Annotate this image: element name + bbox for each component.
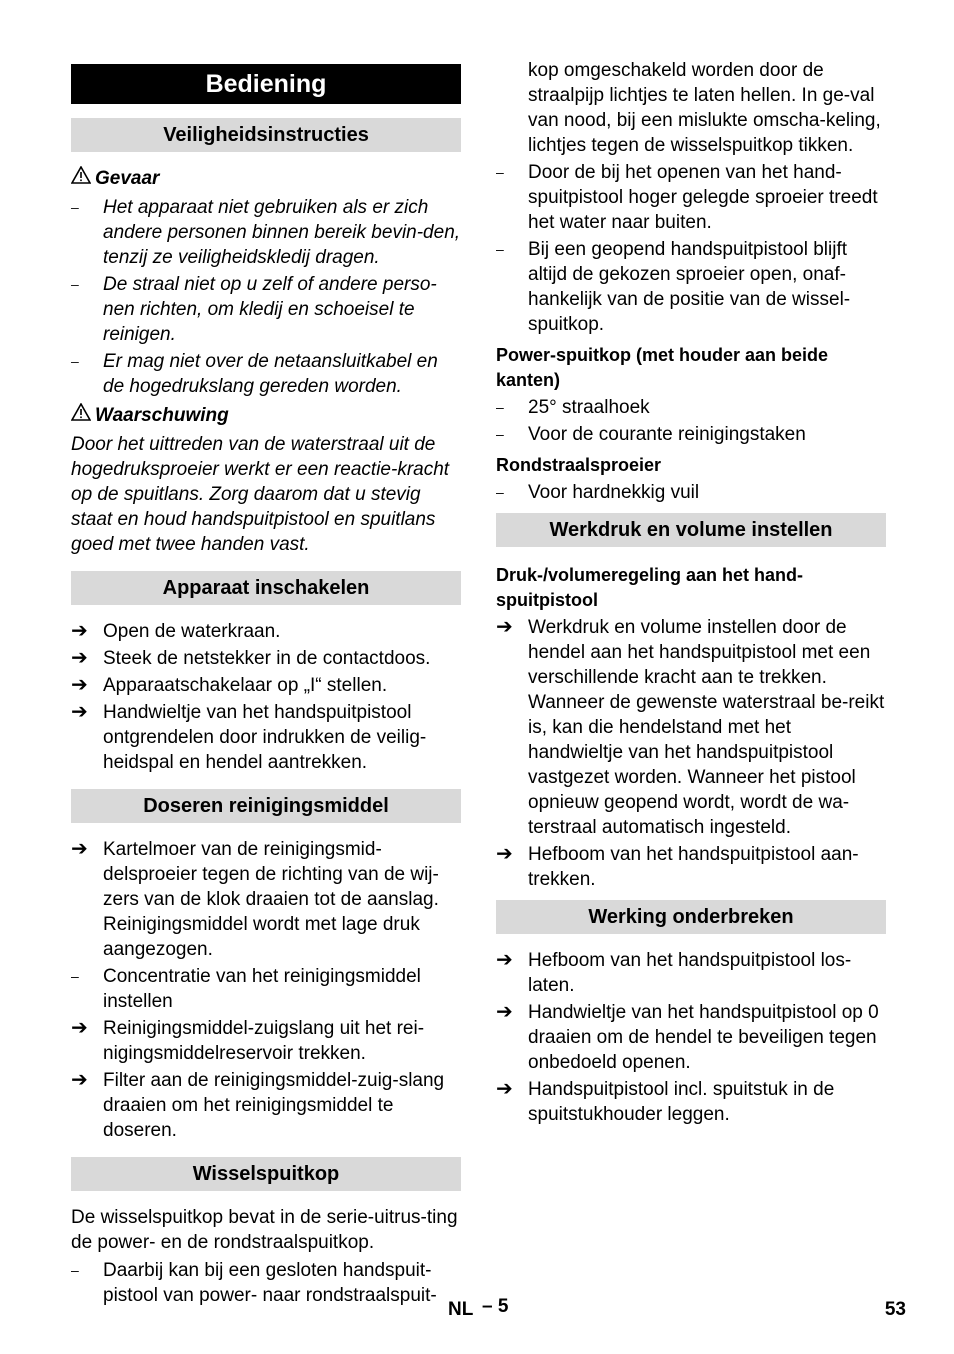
- section-heading-wisselspuitkop: Wisselspuitkop: [71, 1157, 461, 1191]
- waarschuwing-label-text: Waarschuwing: [95, 405, 229, 426]
- list-item: [71, 673, 461, 698]
- arrow-right-icon: ➔: [71, 838, 88, 860]
- gevaar-label: [71, 166, 461, 191]
- list-item: [71, 700, 461, 775]
- dash-bullet: –: [71, 1262, 79, 1278]
- list-item-text: Apparaatschakelaar op „I“ stellen.: [103, 675, 388, 696]
- arrow-right-icon: ➔: [71, 1017, 88, 1039]
- list-item-text: Door de bij het openen van het hand-spuitpistool hoger gelegde sproeier treedt het water naar buiten.: [528, 162, 878, 233]
- dash-bullet: –: [71, 276, 79, 292]
- section-heading-doseren: Doseren reinigingsmiddel: [71, 789, 461, 823]
- list-item: [71, 272, 461, 347]
- footer-page-number: 53: [884, 1299, 906, 1320]
- subheading-rondstraal: Rondstraalsproeier: [496, 455, 662, 475]
- list-item-text: Daarbij kan bij een gesloten handspuit-pistool van power- naar rondstraalspuit-: [103, 1260, 437, 1306]
- list-item: [71, 1258, 461, 1308]
- list-item: [71, 1068, 461, 1143]
- dash-bullet: –: [496, 241, 504, 257]
- dash-bullet: –: [71, 968, 79, 984]
- warning-triangle-icon: [71, 166, 95, 191]
- list-item-text: De straal niet op u zelf of andere perso-nen richten, om kledij en schoeisel te reinigen.: [103, 274, 437, 345]
- list-item: [71, 619, 461, 644]
- list-item: [71, 646, 461, 671]
- section-heading-onderbreken: Werking onderbreken: [496, 900, 886, 934]
- list-item-text: Filter aan de reinigingsmiddel-zuig-slang draaien om het reinigingsmiddel te doseren.: [103, 1070, 445, 1141]
- footer-section-page: – 5: [482, 1296, 509, 1317]
- section-heading-werkdruk: Werkdruk en volume instellen: [496, 513, 886, 547]
- list-item-continuation: [496, 58, 886, 158]
- list-item-text: Steek de netstekker in de contactdoos.: [103, 648, 431, 669]
- wisselspuitkop-text: De wisselspuitkop bevat in de serie-uitrus-ting de power- en de rondstraalspuitkop.: [71, 1207, 458, 1253]
- list-item: [71, 964, 461, 1014]
- list-item-text: Handwieltje van het handspuitpistool ontgrendelen door indrukken de veilig-heidspal en hendel aantrekken.: [103, 702, 427, 773]
- subheading-power: Power-spuitkop (met houder aan beide kanten): [496, 345, 829, 390]
- footer-language: NL: [448, 1299, 474, 1320]
- dash-bullet: –: [496, 484, 504, 500]
- list-item-text: Er mag niet over de netaansluitkabel en de hogedrukslang gereden worden.: [103, 351, 438, 397]
- list-item: [71, 1016, 461, 1066]
- list-item: [496, 480, 886, 505]
- left-column: [71, 62, 461, 1310]
- dash-bullet: –: [496, 399, 504, 415]
- list-item: [496, 948, 886, 998]
- list-item-text: Hefboom van het handspuitpistool aan-trekken.: [528, 844, 859, 890]
- arrow-right-icon: ➔: [71, 1069, 88, 1091]
- list-item: [71, 837, 461, 962]
- list-item-text: Reinigingsmiddel-zuigslang uit het rei-nigingsmiddelreservoir trekken.: [103, 1018, 425, 1064]
- arrow-right-icon: ➔: [71, 701, 88, 723]
- waarschuwing-label: [71, 403, 461, 428]
- list-item-text: Het apparaat niet gebruiken als er zich andere personen binnen bereik bevin-den, tenzij ze veiligheidskledij dragen.: [103, 197, 461, 268]
- arrow-right-icon: ➔: [496, 1078, 513, 1100]
- list-item-text: Werkdruk en volume instellen door de hendel aan het handspuitpistool met een verschillende kracht aan te trekken. Wanneer de gewenste waterstraal be-reikt is, kan die hendelstand met het handwieltje van het handspuitpistool vastgezet worden. Wanneer het pistool opnieuw geopend wordt, wordt de wa-terstraal automatisch ingesteld.: [528, 617, 885, 838]
- arrow-right-icon: ➔: [71, 620, 88, 642]
- list-item-text: Bij een geopend handspuitpistool blijft altijd de gekozen sproeier open, onaf-hankelijk van de positie van de wissel-spuitkop.: [528, 239, 851, 335]
- arrow-right-icon: ➔: [71, 674, 88, 696]
- arrow-right-icon: ➔: [496, 616, 513, 638]
- right-column: [496, 58, 886, 1129]
- list-item-text: Voor hardnekkig vuil: [528, 482, 700, 503]
- indent-spacer: [496, 58, 528, 158]
- list-item-text: Voor de courante reinigingstaken: [528, 424, 806, 445]
- dash-bullet: –: [71, 199, 79, 215]
- subheading-druk-volume: Druk-/volumeregeling aan het hand-spuitpistool: [496, 565, 804, 610]
- list-item: [496, 422, 886, 447]
- waarschuwing-text: Door het uittreden van de waterstraal uit de hogedruksproeier werkt er een reactie-kracht op de spuitlans. Zorg daarom dat u stevig staat en houd handspuitpistool en spuitlans goed met twee handen vast.: [71, 434, 450, 555]
- dash-bullet: –: [496, 426, 504, 442]
- list-item: [496, 1000, 886, 1075]
- list-item: [496, 615, 886, 840]
- dash-bullet: –: [496, 164, 504, 180]
- list-item-text: Concentratie van het reinigingsmiddel instellen: [103, 966, 421, 1012]
- list-item-text: 25° straalhoek: [528, 397, 650, 418]
- list-item-text: Kartelmoer van de reinigingsmid-delsproeier tegen de richting van de wij-zers van de klok draaien tot de aanslag. Reinigingsmiddel wordt met lage druk aangezogen.: [103, 839, 439, 960]
- list-item-text: Handwieltje van het handspuitpistool op 0 draaien om de hendel te beveiligen tegen onbedoeld openen.: [528, 1002, 879, 1073]
- section-heading-inschakelen: Apparaat inschakelen: [71, 571, 461, 605]
- section-heading-veiligheid: Veiligheidsinstructies: [71, 118, 461, 152]
- list-item-text: Open de waterkraan.: [103, 621, 281, 642]
- list-item: [496, 1077, 886, 1127]
- list-item-text: Handspuitpistool incl. spuitstuk in de spuitstukhouder leggen.: [528, 1079, 835, 1125]
- arrow-right-icon: ➔: [496, 1001, 513, 1023]
- dash-bullet: –: [71, 353, 79, 369]
- list-item-text: kop omgeschakeld worden door de straalpijp lichtjes te laten hellen. In ge-val van nood, bij een mislukte omscha-keling, lichtjes tegen de wisselspuitkop tikken.: [528, 60, 881, 156]
- arrow-right-icon: ➔: [496, 949, 513, 971]
- list-item: [71, 349, 461, 399]
- list-item: [496, 237, 886, 337]
- arrow-right-icon: ➔: [71, 647, 88, 669]
- arrow-right-icon: ➔: [496, 843, 513, 865]
- chapter-title: Bediening: [71, 64, 461, 104]
- gevaar-label-text: Gevaar: [95, 168, 160, 189]
- list-item: [496, 842, 886, 892]
- list-item-text: Hefboom van het handspuitpistool los-laten.: [528, 950, 852, 996]
- list-item: [496, 160, 886, 235]
- list-item: [496, 395, 886, 420]
- warning-triangle-icon: [71, 403, 95, 428]
- list-item: [71, 195, 461, 270]
